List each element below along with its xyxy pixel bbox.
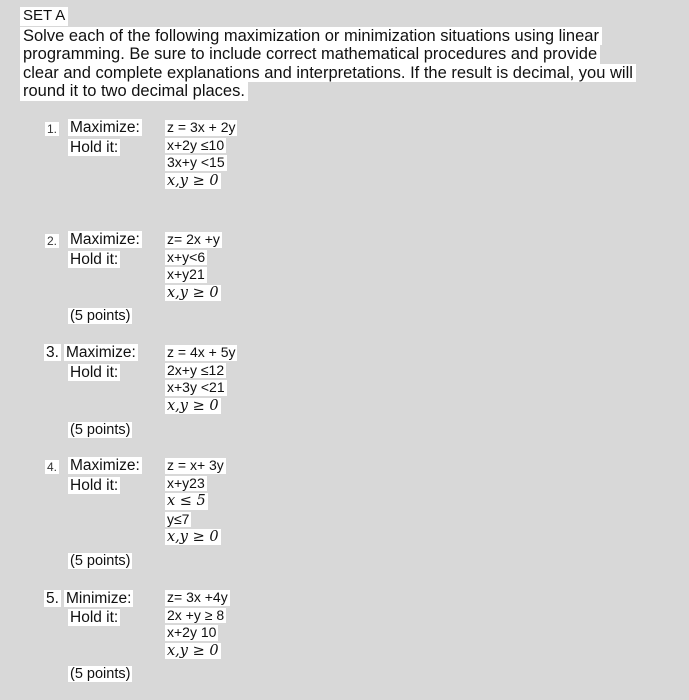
constraints <box>165 120 237 191</box>
points-label: (5 points) <box>70 422 131 438</box>
objective: z= 2x +y <box>167 231 220 247</box>
constraints <box>165 590 230 661</box>
objective: z= 3x +4y <box>167 589 228 605</box>
hold-label: Hold it: <box>70 251 119 268</box>
problem-type: Maximize: <box>70 457 140 474</box>
constraint: x+y21 <box>167 266 205 283</box>
hold-label: Hold it: <box>70 609 119 626</box>
objective: z = 4x + 5y <box>167 344 236 360</box>
instruction-line: round it to two decimal places. <box>20 82 248 100</box>
problem-number: 5. <box>46 590 59 607</box>
constraint: 3x+y <15 <box>167 154 225 171</box>
constraint: x+2y ≤10 <box>167 136 225 153</box>
points-label: (5 points) <box>70 553 131 569</box>
points-label: (5 points) <box>70 666 131 682</box>
constraints <box>165 345 237 416</box>
constraint: y≤7 <box>167 510 190 527</box>
hold-label: Hold it: <box>70 477 119 494</box>
constraint: x+3y <21 <box>167 379 225 396</box>
constraint: x ≤ 5 <box>167 493 206 510</box>
nonnegativity: x,y ≥ 0 <box>167 529 219 546</box>
instruction-line: programming. Be sure to include correct mathematical procedures and provide <box>20 45 600 63</box>
nonnegativity: x,y ≥ 0 <box>167 285 219 302</box>
constraint: x+y<6 <box>167 248 206 265</box>
constraints <box>165 232 222 303</box>
problem-type: Maximize: <box>70 119 140 136</box>
nonnegativity: x,y ≥ 0 <box>167 173 219 190</box>
problem-type: Maximize: <box>70 231 140 248</box>
instructions-block <box>20 7 636 101</box>
points-label: (5 points) <box>70 308 131 324</box>
constraint: 2x+y ≤12 <box>167 361 225 378</box>
set-label: SET A <box>20 7 68 26</box>
problem-number: 3. <box>46 344 59 361</box>
constraint: x+y23 <box>167 474 205 491</box>
hold-label: Hold it: <box>70 139 119 156</box>
nonnegativity: x,y ≥ 0 <box>167 398 219 415</box>
problem-type: Minimize: <box>66 590 132 607</box>
problem-number: 4. <box>47 460 58 474</box>
constraints <box>165 458 226 547</box>
objective: z = x+ 3y <box>167 457 224 473</box>
nonnegativity: x,y ≥ 0 <box>167 643 219 660</box>
constraint: 2x +y ≥ 8 <box>167 606 225 623</box>
hold-label: Hold it: <box>70 364 119 381</box>
problem-type: Maximize: <box>66 344 136 361</box>
objective: z = 3x + 2y <box>167 119 236 135</box>
instruction-line: Solve each of the following maximization or minimization situations using linear <box>20 27 602 45</box>
problem-number: 1. <box>47 122 58 136</box>
constraint: x+2y 10 <box>167 624 217 641</box>
instruction-line: clear and complete explanations and interpretations. If the result is decimal, you will <box>20 64 636 82</box>
problem-number: 2. <box>47 234 58 248</box>
